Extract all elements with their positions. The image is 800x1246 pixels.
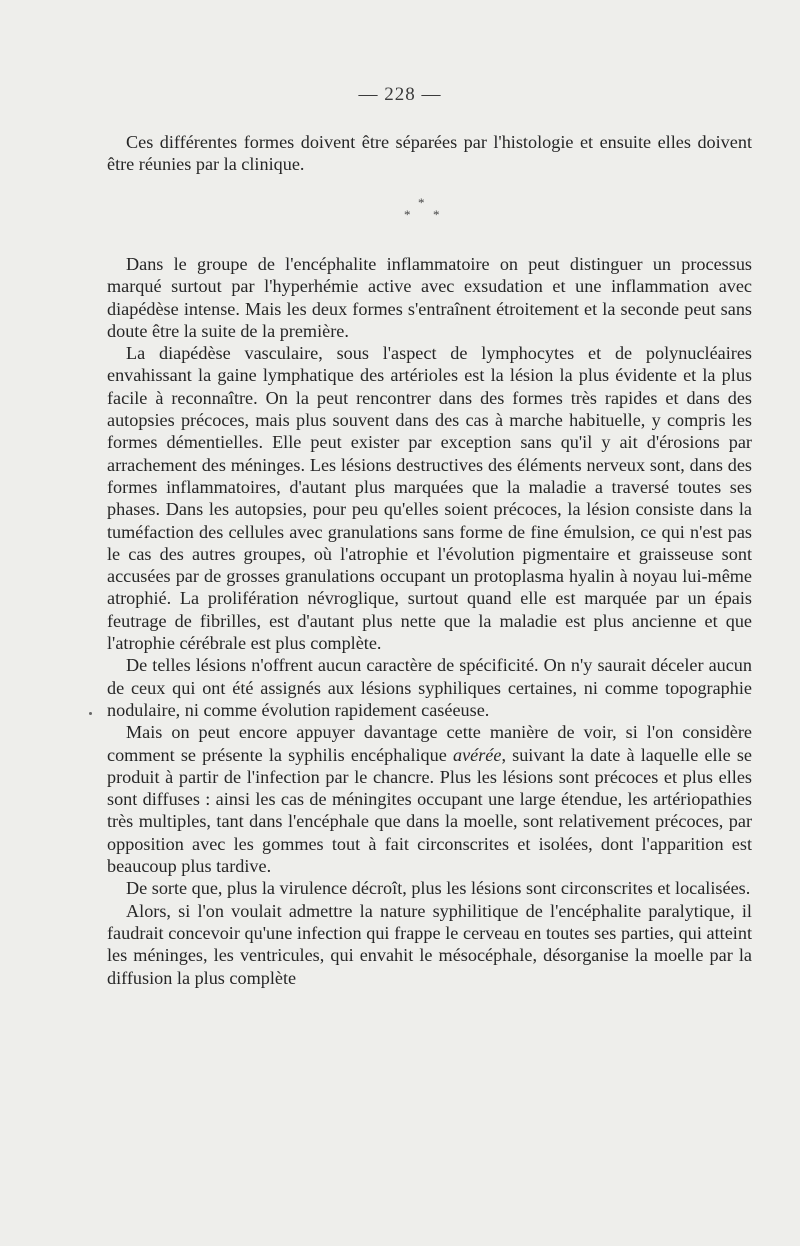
asterism-star-top: * bbox=[418, 195, 425, 210]
paragraph-syphilis-italic: avérée bbox=[452, 744, 502, 765]
paragraph-syphilis-text-after: , suivant la date à laquelle elle se produit à partir de l'infection par le chancre. Plus les lésions sont précoces et plus elles sont diffuses : ainsi les cas de méningites occupant une large étendue, les artériopathies très multiples, tant dans l'encéphale que dans la moelle, sont relativement précoces, par opposition avec les gommes tout à fait circonscrites et isolées, dont l'apparition est beaucoup plus tardive. bbox=[107, 744, 752, 877]
paragraph-syphilis-encephalique bbox=[107, 721, 752, 877]
asterism-star-left: * bbox=[404, 207, 411, 222]
page-number: — 228 — bbox=[358, 84, 442, 105]
paragraph-syphilis-text-before: Mais on peut encore appuyer davantage cette manière de voir, si l'on considère comment se présente la syphilis encéphalique bbox=[107, 722, 752, 765]
paragraph-encephalite-groupes: Dans le groupe de l'encéphalite inflammatoire on peut distinguer un processus marqué surtout par l'hyperhémie active avec exsudation et une inflammation avec diapédèse intense. Mais les deux formes s'entraînent étroitement et la seconde peut sans doute être la suite de la première. bbox=[107, 254, 752, 341]
asterism-separator bbox=[396, 196, 452, 232]
paragraph-diapedese: La diapédèse vasculaire, sous l'aspect de lymphocytes et de polynucléaires envahissant la gaine lymphatique des artérioles est la lésion la plus évidente et la plus facile à reconnaître. On la peut rencontrer dans des formes très rapides et dans des autopsies précoces, mais plus souvent dans des cas à marche habituelle, y compris les formes démentielles. Elle peut exister par exception sans qu'il y ait d'érosions par arrachement des méninges. Les lésions destructives des éléments nerveux sont, dans des formes inflammatoires, d'autant plus marquées que la maladie a traversé toutes ses phases. Dans les autopsies, pour peu qu'elles soient précoces, la lésion consiste dans la tuméfaction des cellules avec granulations sans forme de fine émulsion, ce qui n'est pas le cas des autres groupes, où l'atrophie et l'évolution pigmentaire et graisseuse sont accusées par de grosses granulations occupant un protoplasma hyalin à noyau lui-même atrophié. La prolifération névroglique, surtout quand elle est marquée par un épais feutrage de fibrilles, est d'autant plus nette que la maladie est plus ancienne et que l'atrophie cérébrale est plus complète. bbox=[107, 343, 752, 654]
paragraph-conclusion: Alors, si l'on voulait admettre la nature syphilitique de l'encéphalite paralytique, il faudrait concevoir qu'une infection qui frappe le cerveau en toutes ses parties, qui atteint les méninges, les ventricules, qui envahit le mésocéphale, désorganise la moelle par la diffusion la plus complète bbox=[107, 900, 752, 988]
paragraph-specificite: De telles lésions n'offrent aucun caractère de spécificité. On n'y saurait déceler aucun de ceux qui ont été assignés aux lésions syphiliques certaines, ni comme topographie nodulaire, ni comme évolution rapidement caséeuse. bbox=[107, 655, 752, 720]
main-text-block bbox=[107, 253, 752, 989]
margin-dot-mark bbox=[89, 712, 92, 715]
paragraph-virulence: De sorte que, plus la virulence décroît, plus les lésions sont circonscrites et localisées. bbox=[126, 878, 751, 899]
asterism-star-right: * bbox=[433, 207, 440, 222]
intro-paragraph: Ces différentes formes doivent être séparées par l'histologie et ensuite elles doivent être réunies par la clinique. bbox=[107, 132, 752, 175]
intro-text-block bbox=[107, 131, 752, 176]
